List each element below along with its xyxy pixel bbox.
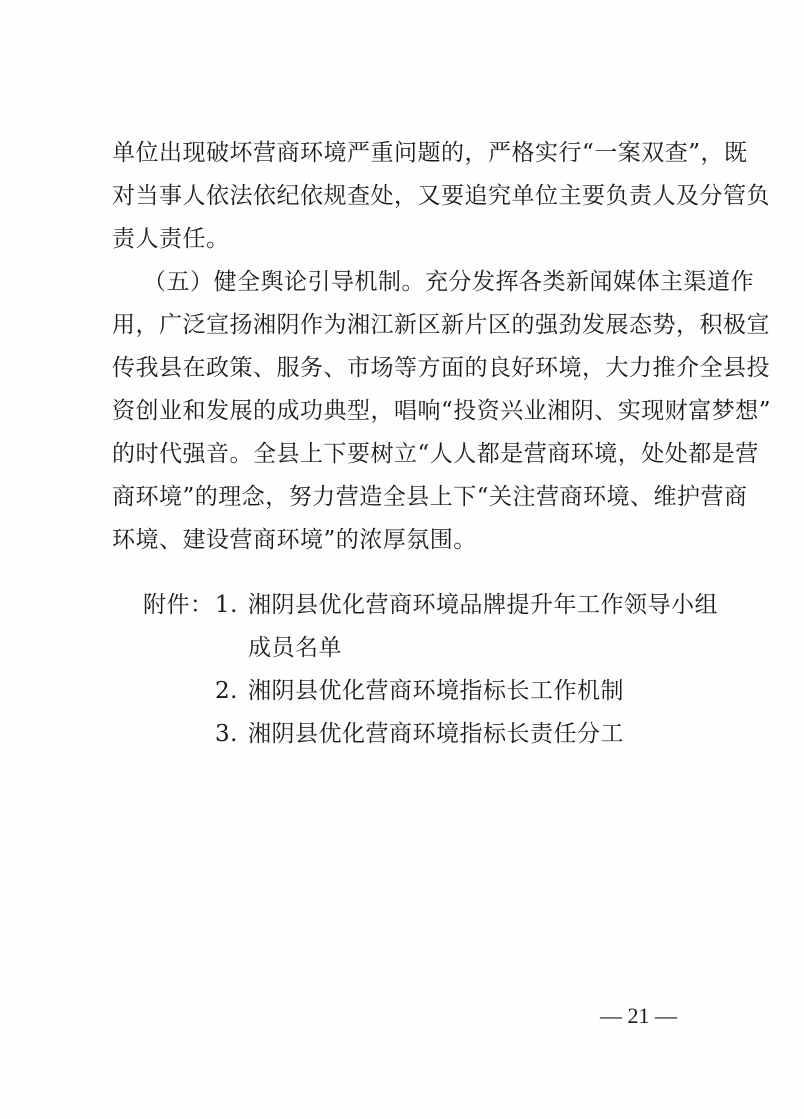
attachment-title: 成员名单 <box>248 635 342 661</box>
attachment-title: 湘阴县优化营商环境品牌提升年工作领导小组 <box>248 592 718 618</box>
body-line: 用，广泛宣扬湘阴作为湘江新区新片区的强劲发展态势，积极宣 <box>112 312 770 338</box>
attachment-number: 2. <box>215 678 238 704</box>
body-line: 单位出现破坏营商环境严重问题的，严格实行“一案双查”，既 <box>112 140 748 166</box>
attachment-title: 湘阴县优化营商环境指标长责任分工 <box>248 721 624 747</box>
attachment-title: 湘阴县优化营商环境指标长工作机制 <box>248 678 624 704</box>
section-heading: （五）健全舆论引导机制。 <box>143 269 425 295</box>
page-number: — 21 — <box>600 1003 677 1028</box>
body-line: 商环境”的理念，努力营造全县上下“关注营商环境、维护营商 <box>112 484 748 510</box>
attachment-number: 1. <box>215 592 238 618</box>
body-line: 责人责任。 <box>112 226 230 252</box>
body-line: 环境、建设营商环境”的浓厚氛围。 <box>112 527 477 553</box>
body-line: 的时代强音。全县上下要树立“人人都是营商环境，处处都是营 <box>112 441 759 467</box>
body-line: 对当事人依法依纪依规查处，又要追究单位主要负责人及分管负 <box>112 183 770 209</box>
attachment-number: 3. <box>215 721 238 747</box>
body-line: 传我县在政策、服务、市场等方面的良好环境，大力推介全县投 <box>112 355 770 381</box>
body-text: 充分发挥各类新闻媒体主渠道作 <box>425 269 754 295</box>
attachments-label: 附件： <box>143 592 214 618</box>
body-line: 资创业和发展的成功典型，唱响“投资兴业湘阴、实现财富梦想” <box>112 398 772 424</box>
section-heading-line <box>143 267 754 297</box>
